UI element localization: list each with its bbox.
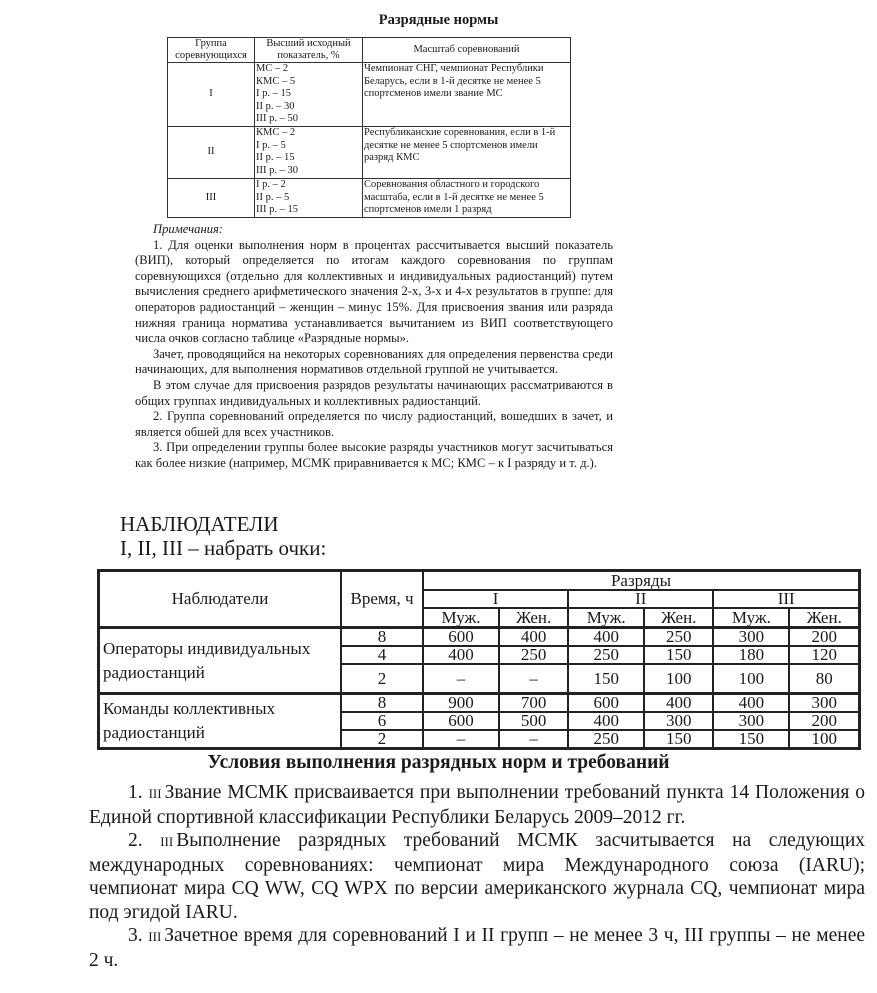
notes-paragraph: 2. Группа соревнований определяется по числу радиостанций, вошедших в зачет, и является обшей для всех участников. xyxy=(135,409,613,439)
score-cell: 150 xyxy=(713,730,789,749)
score-cell: 300 xyxy=(644,712,713,730)
norms-value: II р. – 15 xyxy=(256,152,295,163)
norms-row xyxy=(168,127,571,179)
observers-header-time: Время, ч xyxy=(341,571,423,628)
score-cell: 300 xyxy=(789,694,859,713)
score-cell: 700 xyxy=(499,694,568,713)
time-cell: 2 xyxy=(341,730,423,749)
condition-number: 2. xyxy=(128,830,143,851)
norms-value: I р. – 2 xyxy=(256,179,286,190)
observers-header-rank-level: II xyxy=(568,590,713,608)
norms-scale: Республиканские соревнования, если в 1-й десятке не менее 5 спортсменов имели разряд КМС xyxy=(363,127,571,179)
norms-value: II р. – 5 xyxy=(256,191,290,203)
observers-heading-title: НАБЛЮДАТЕЛИ xyxy=(120,512,279,536)
score-cell: 100 xyxy=(789,730,859,749)
score-cell: 250 xyxy=(568,646,644,664)
norms-header-scale: Масштаб соревнований xyxy=(363,38,571,63)
time-cell: 8 xyxy=(341,694,423,713)
notes-paragraph: Зачет, проводящийся на некоторых соревнованиях для определения первенства среди начинающих, для выполнения нормативов отдельной группой не учитывается. xyxy=(135,346,613,377)
norms-row xyxy=(168,179,571,218)
conditions-title: Условия выполнения разрядных норм и требований xyxy=(207,752,670,773)
observers-header-gender: Муж. xyxy=(713,608,789,628)
score-cell: 400 xyxy=(568,628,644,647)
norms-header-group: Группа соревнующихся xyxy=(168,38,255,63)
norms-value: КМС – 2 xyxy=(256,127,296,138)
score-cell: 250 xyxy=(499,646,568,664)
time-cell: 2 xyxy=(341,664,423,694)
norms-title: Разрядные нормы xyxy=(378,12,499,28)
score-cell: 600 xyxy=(568,694,644,713)
conditions-section xyxy=(89,781,865,972)
observers-group-name: Операторы индивидуальных радиостанций xyxy=(99,628,342,694)
condition-number: 3. xyxy=(128,925,143,946)
score-cell: 150 xyxy=(644,730,713,749)
score-cell: 500 xyxy=(499,712,568,730)
norms-group: II xyxy=(168,127,255,179)
norms-value: МС – 2 xyxy=(256,63,289,74)
norms-value: I р. – 15 xyxy=(256,88,291,99)
time-cell: 4 xyxy=(341,646,423,664)
observers-header-gender: Жен. xyxy=(789,608,859,628)
score-cell: – xyxy=(499,730,568,749)
observers-header-gender: Жен. xyxy=(499,608,568,628)
condition-item xyxy=(89,924,865,972)
table-row xyxy=(99,694,860,713)
notes-paragraph: 1. Для оценки выполнения норм в процентах рассчитывается высший показатель (ВИП), который определяется по итогам каждого соревнования по группам соревнующихся (отдельно для коллективных и индивидуальных радиостанций) путем вычисления среднего арифметического значения 2-х, 3-х и 4-х результатов в группе: для операторов радиостанций – женщин – минус 15%. Для присвоения звания или разряда нижняя граница норматива устанавливается вычитанием из ВИП соответствующего числа очков согласно таблице «Разрядные нормы». xyxy=(135,237,613,346)
time-cell: 6 xyxy=(341,712,423,730)
score-cell: 150 xyxy=(644,646,713,664)
notes-title: Примечания: xyxy=(153,222,224,236)
norms-value: II р. – 30 xyxy=(256,100,295,112)
score-cell: 300 xyxy=(713,712,789,730)
time-cell: 8 xyxy=(341,628,423,647)
observers-heading xyxy=(120,512,326,560)
norms-value: III р. – 15 xyxy=(256,204,298,215)
score-cell: 400 xyxy=(499,628,568,647)
observers-header-gender: Муж. xyxy=(423,608,499,628)
condition-item xyxy=(89,781,865,829)
score-cell: 600 xyxy=(423,628,499,647)
observers-header-gender: Жен. xyxy=(644,608,713,628)
score-cell: 250 xyxy=(568,730,644,749)
condition-mark: III xyxy=(148,929,162,944)
norms-group: I xyxy=(168,63,255,127)
condition-mark: III xyxy=(160,834,174,849)
observers-heading-subtitle: I, II, III – набрать очки: xyxy=(120,536,327,560)
observers-header-rank-level: I xyxy=(423,590,568,608)
observers-table xyxy=(97,569,861,750)
score-cell: 300 xyxy=(713,628,789,647)
condition-item xyxy=(89,829,865,924)
condition-mark: III xyxy=(148,786,162,801)
norms-row xyxy=(168,63,571,127)
score-cell: – xyxy=(499,664,568,694)
score-cell: 400 xyxy=(568,712,644,730)
notes-paragraph: В этом случае для присвоения разрядов результаты начинающих рассматриваются в общих группах индивидуальных и коллективных радиостанций. xyxy=(135,377,613,408)
norms-value: III р. – 50 xyxy=(256,113,298,124)
observers-header-rank-level: III xyxy=(713,590,859,608)
score-cell: 400 xyxy=(644,694,713,713)
norms-scale: Соревнования областного и городского масштаба, если в 1-й десятке не менее 5 спортсменов имели 1 разряд xyxy=(363,179,571,218)
score-cell: 150 xyxy=(568,664,644,694)
score-cell: 250 xyxy=(644,628,713,647)
condition-text: Зачетное время для соревнований I и II групп – не менее 3 ч, III группы – не менее 2 ч. xyxy=(89,925,866,971)
condition-text: Выполнение разрядных требований МСМК засчитывается на следующих международных соревнованиях: чемпионат мира Международного союза (IARU); чемпионат мира CQ WW, CQ WPX по версии американского журнала CQ, чемпионат мира под эгидой IARU. xyxy=(89,830,866,923)
condition-number: 1. xyxy=(128,782,143,803)
score-cell: 120 xyxy=(789,646,859,664)
score-cell: 100 xyxy=(644,664,713,694)
norms-value: I р. – 5 xyxy=(256,139,286,151)
norms-value: III р. – 30 xyxy=(256,164,298,176)
norms-table xyxy=(167,37,571,218)
score-cell: – xyxy=(423,664,499,694)
score-cell: 600 xyxy=(423,712,499,730)
score-cell: – xyxy=(423,730,499,749)
notes-paragraph: 3. При определении группы более высокие разряды участников могут засчитываться как более низкие (например, МСМК приравнивается к МС; КМС – к I разряду и т. д.). xyxy=(135,440,613,470)
norms-values xyxy=(255,179,363,218)
norms-values xyxy=(255,63,363,127)
score-cell: 180 xyxy=(713,646,789,664)
norms-value: КМС – 5 xyxy=(256,75,296,87)
observers-header-gender: Муж. xyxy=(568,608,644,628)
score-cell: 400 xyxy=(423,646,499,664)
score-cell: 80 xyxy=(789,664,859,694)
observers-group-name: Команды коллективных радиостанций xyxy=(99,694,342,749)
table-row xyxy=(99,628,860,647)
score-cell: 200 xyxy=(789,628,859,647)
observers-header-name: Наблюдатели xyxy=(99,571,342,628)
observers-group xyxy=(99,628,860,694)
norms-group: III xyxy=(168,179,255,218)
norms-scale: Чемпионат СНГ, чемпионат Республики Беларусь, если в 1-й десятке не менее 5 спортсменов имели звание МС xyxy=(363,63,571,127)
score-cell: 100 xyxy=(713,664,789,694)
score-cell: 400 xyxy=(713,694,789,713)
norms-values xyxy=(255,127,363,179)
norms-header-index: Высший исходный показатель, % xyxy=(255,38,363,63)
notes-section xyxy=(135,222,613,472)
score-cell: 200 xyxy=(789,712,859,730)
observers-group xyxy=(99,694,860,749)
score-cell: 900 xyxy=(423,694,499,713)
condition-text: Звание МСМК присваивается при выполнении требований пункта 14 Положения о Единой спортивной классификации Республики Беларусь 2009–2012 гг. xyxy=(89,782,866,828)
observers-header-ranks: Разряды xyxy=(423,571,860,591)
